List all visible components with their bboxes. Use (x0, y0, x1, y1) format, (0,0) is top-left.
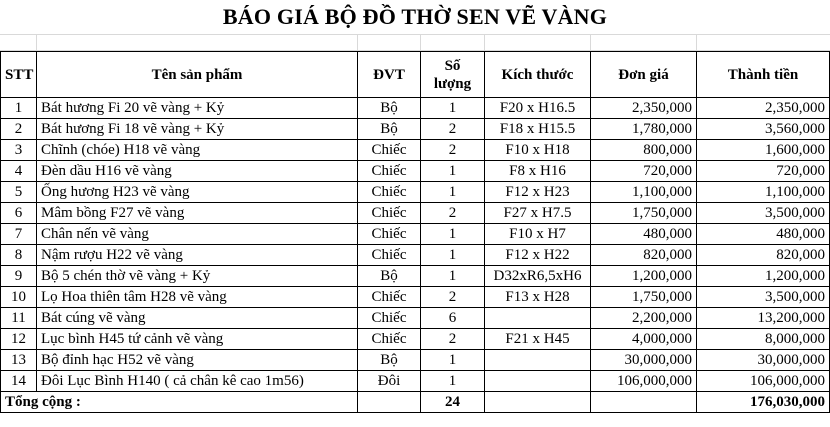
row-unit-price[interactable]: 4,000,000 (591, 329, 697, 350)
grid-line (590, 34, 591, 51)
total-label[interactable]: Tổng cộng : (1, 392, 358, 413)
grid-line (357, 34, 358, 51)
row-stt[interactable]: 9 (1, 266, 37, 287)
header-unit-price[interactable]: Đơn giá (591, 52, 697, 98)
row-stt[interactable]: 12 (1, 329, 37, 350)
table-row (1, 161, 830, 182)
row-unit[interactable]: Chiếc (358, 329, 421, 350)
table-row (1, 266, 830, 287)
row-unit[interactable]: Bộ (358, 350, 421, 371)
row-amount[interactable]: 1,200,000 (697, 266, 830, 287)
header-amount[interactable]: Thành tiền (697, 52, 830, 98)
row-quantity[interactable]: 1 (421, 182, 485, 203)
total-amount[interactable]: 176,030,000 (697, 392, 830, 413)
row-amount[interactable]: 106,000,000 (697, 371, 830, 392)
table-row (1, 119, 830, 140)
row-size[interactable]: F8 x H16 (485, 161, 591, 182)
row-size[interactable] (485, 308, 591, 329)
header-stt[interactable]: STT (1, 52, 37, 98)
row-unit[interactable]: Chiếc (358, 182, 421, 203)
row-stt[interactable]: 14 (1, 371, 37, 392)
total-quantity[interactable]: 24 (421, 392, 485, 413)
row-amount[interactable]: 1,100,000 (697, 182, 830, 203)
row-stt[interactable]: 5 (1, 182, 37, 203)
row-amount[interactable]: 3,500,000 (697, 203, 830, 224)
row-amount[interactable]: 8,000,000 (697, 329, 830, 350)
header-product-name[interactable]: Tên sản phẩm (37, 52, 358, 98)
row-product-name[interactable]: Chân nến vẽ vàng (37, 224, 358, 245)
table-row (1, 245, 830, 266)
row-quantity[interactable]: 1 (421, 161, 485, 182)
row-product-name[interactable]: Bát hương Fi 20 vẽ vàng + Kỷ (37, 98, 358, 119)
row-product-name[interactable]: Bát hương Fi 18 vẽ vàng + Kỷ (37, 119, 358, 140)
row-unit-price[interactable]: 820,000 (591, 245, 697, 266)
row-stt[interactable]: 10 (1, 287, 37, 308)
row-stt[interactable]: 8 (1, 245, 37, 266)
total-row (1, 392, 830, 413)
row-amount[interactable]: 13,200,000 (697, 308, 830, 329)
row-quantity[interactable]: 2 (421, 287, 485, 308)
row-quantity[interactable]: 1 (421, 350, 485, 371)
row-stt[interactable]: 3 (1, 140, 37, 161)
row-amount[interactable]: 3,500,000 (697, 287, 830, 308)
row-amount[interactable]: 820,000 (697, 245, 830, 266)
grid-line (420, 34, 421, 51)
row-quantity[interactable]: 1 (421, 98, 485, 119)
row-unit-price[interactable]: 2,200,000 (591, 308, 697, 329)
table-row (1, 98, 830, 119)
row-unit[interactable]: Bộ (358, 98, 421, 119)
table-row (1, 308, 830, 329)
row-size[interactable]: F10 x H18 (485, 140, 591, 161)
row-size[interactable] (485, 371, 591, 392)
total-price-cell[interactable] (591, 392, 697, 413)
row-unit[interactable]: Chiếc (358, 161, 421, 182)
grid-line (484, 34, 485, 51)
row-product-name[interactable]: Ống hương H23 vẽ vàng (37, 182, 358, 203)
header-size[interactable]: Kích thước (485, 52, 591, 98)
row-product-name[interactable]: Nậm rượu H22 vẽ vàng (37, 245, 358, 266)
row-stt[interactable]: 1 (1, 98, 37, 119)
table-row (1, 329, 830, 350)
row-quantity[interactable]: 6 (421, 308, 485, 329)
row-quantity[interactable]: 1 (421, 224, 485, 245)
table-row (1, 224, 830, 245)
row-unit-price[interactable]: 106,000,000 (591, 371, 697, 392)
header-unit[interactable]: ĐVT (358, 52, 421, 98)
row-product-name[interactable]: Mâm bồng F27 vẽ vàng (37, 203, 358, 224)
row-size[interactable]: F12 x H23 (485, 182, 591, 203)
table-row (1, 182, 830, 203)
row-unit[interactable]: Chiếc (358, 287, 421, 308)
row-unit-price[interactable]: 30,000,000 (591, 350, 697, 371)
row-quantity[interactable]: 2 (421, 119, 485, 140)
row-product-name[interactable]: Đôi Lục Bình H140 ( cả chân kê cao 1m56) (37, 371, 358, 392)
row-unit-price[interactable]: 1,100,000 (591, 182, 697, 203)
row-size[interactable]: F18 x H15.5 (485, 119, 591, 140)
row-unit-price[interactable]: 720,000 (591, 161, 697, 182)
grid-line (696, 34, 697, 51)
row-size[interactable]: F27 x H7.5 (485, 203, 591, 224)
grid-line (0, 34, 830, 35)
row-size[interactable]: F21 x H45 (485, 329, 591, 350)
row-product-name[interactable]: Chĩnh (chóe) H18 vẽ vàng (37, 140, 358, 161)
header-quantity-line2: lượng (433, 75, 472, 92)
total-size-cell[interactable] (485, 392, 591, 413)
row-product-name[interactable]: Bát cúng vẽ vàng (37, 308, 358, 329)
header-quantity[interactable] (421, 52, 485, 98)
row-size[interactable]: F20 x H16.5 (485, 98, 591, 119)
row-stt[interactable]: 4 (1, 161, 37, 182)
header-quantity-line1: Số (444, 57, 461, 74)
row-unit-price[interactable]: 480,000 (591, 224, 697, 245)
table-row (1, 350, 830, 371)
row-stt[interactable]: 6 (1, 203, 37, 224)
row-quantity[interactable]: 1 (421, 371, 485, 392)
row-amount[interactable]: 720,000 (697, 161, 830, 182)
row-size[interactable]: F13 x H28 (485, 287, 591, 308)
row-size[interactable]: F10 x H7 (485, 224, 591, 245)
row-product-name[interactable]: Bộ đỉnh hạc H52 vẽ vàng (37, 350, 358, 371)
row-stt[interactable]: 7 (1, 224, 37, 245)
row-amount[interactable]: 3,560,000 (697, 119, 830, 140)
sheet-title: BÁO GIÁ BỘ ĐỒ THỜ SEN VẼ VÀNG (222, 4, 608, 29)
row-amount[interactable]: 30,000,000 (697, 350, 830, 371)
row-quantity[interactable]: 1 (421, 245, 485, 266)
row-unit[interactable]: Chiếc (358, 245, 421, 266)
row-amount[interactable]: 1,600,000 (697, 140, 830, 161)
row-unit[interactable]: Chiếc (358, 224, 421, 245)
row-size[interactable]: D32xR6,5xH6 (485, 266, 591, 287)
row-unit-price[interactable]: 1,780,000 (591, 119, 697, 140)
row-unit[interactable]: Chiếc (358, 140, 421, 161)
row-amount[interactable]: 480,000 (697, 224, 830, 245)
row-unit-price[interactable]: 1,750,000 (591, 287, 697, 308)
row-stt[interactable]: 2 (1, 119, 37, 140)
row-unit[interactable]: Chiếc (358, 203, 421, 224)
row-stt[interactable]: 13 (1, 350, 37, 371)
table-row (1, 203, 830, 224)
row-unit-price[interactable]: 1,200,000 (591, 266, 697, 287)
row-unit[interactable]: Bộ (358, 119, 421, 140)
row-quantity[interactable]: 2 (421, 203, 485, 224)
table-row (1, 371, 830, 392)
table-row (1, 287, 830, 308)
table-header-row (1, 52, 830, 98)
row-unit[interactable]: Bộ (358, 266, 421, 287)
row-product-name[interactable]: Bộ 5 chén thờ vẽ vàng + Kỷ (37, 266, 358, 287)
row-product-name[interactable]: Lục bình H45 tứ cảnh vẽ vàng (37, 329, 358, 350)
row-unit-price[interactable]: 2,350,000 (591, 98, 697, 119)
row-quantity[interactable]: 2 (421, 140, 485, 161)
row-unit-price[interactable]: 1,750,000 (591, 203, 697, 224)
row-amount[interactable]: 2,350,000 (697, 98, 830, 119)
row-unit[interactable]: Chiếc (358, 308, 421, 329)
row-size[interactable] (485, 350, 591, 371)
row-unit[interactable]: Đôi (358, 371, 421, 392)
quote-table (0, 51, 830, 413)
row-product-name[interactable]: Lọ Hoa thiên tâm H28 vẽ vàng (37, 287, 358, 308)
row-size[interactable]: F12 x H22 (485, 245, 591, 266)
total-unit-cell[interactable] (358, 392, 421, 413)
row-product-name[interactable]: Đèn dầu H16 vẽ vàng (37, 161, 358, 182)
table-row (1, 140, 830, 161)
grid-line (36, 34, 37, 51)
row-unit-price[interactable]: 800,000 (591, 140, 697, 161)
row-stt[interactable]: 11 (1, 308, 37, 329)
row-quantity[interactable]: 2 (421, 329, 485, 350)
row-quantity[interactable]: 1 (421, 266, 485, 287)
